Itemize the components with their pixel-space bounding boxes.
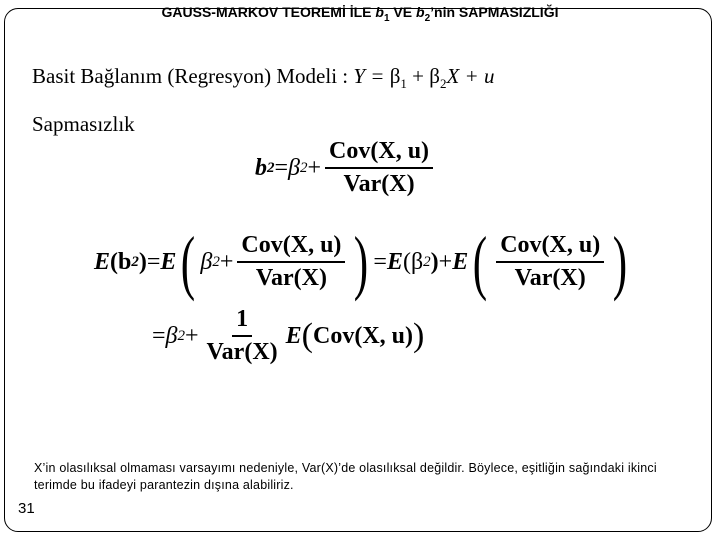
eq2-plus: + [219, 248, 234, 275]
eq3-denominator: Var(X) [206, 339, 278, 365]
eq3-close-paren: ) [413, 317, 425, 354]
title-b2: b [416, 4, 425, 20]
eq2-e3: E [452, 248, 469, 275]
title-suffix: ’nin SAPMASIZLIĞI [430, 4, 559, 20]
eq2-denominator2: Var(X) [514, 265, 586, 291]
equation-expectation [94, 222, 632, 302]
eq2-open-paren2: ( [473, 222, 488, 302]
eq1-b-sub: 2 [267, 159, 275, 176]
slide-title [0, 4, 720, 24]
eq2-close-paren: ) [354, 222, 369, 302]
eq1-beta: β [288, 154, 300, 181]
eq2-lhs-close: ) [138, 248, 147, 275]
title-b1: b [375, 4, 384, 20]
footnote-text: X’in olasılıksal olmaması varsayımı nedeniyle, Var(X)’de olasılıksal değildir. Böylece, eşitliğin sağındaki ikinci terimde bu ifadeyi parantezin dışına alabiliriz. [34, 461, 657, 492]
model-rest: X + u [446, 64, 495, 88]
title-b1-sub: 1 [383, 12, 390, 24]
eq2-beta2-open: (β [402, 248, 424, 275]
eq2-beta2-sub: 2 [423, 253, 431, 270]
eq3-e: E [285, 322, 302, 349]
eq2-open-paren: ( [181, 222, 196, 302]
eq3-open-paren: ( [301, 317, 313, 354]
eq2-lhs-arg: (b [110, 248, 132, 275]
eq2-beta-sub: 2 [212, 253, 220, 270]
eq2-numerator: Cov(X, u) [237, 232, 345, 263]
eq3-equals: = [152, 322, 166, 349]
eq3-beta: β [165, 322, 178, 349]
equation-simplified [152, 306, 424, 366]
eq2-lhs-e: E [94, 248, 111, 275]
equation-b2 [255, 138, 437, 198]
eq2-denominator: Var(X) [255, 265, 327, 291]
model-beta2: β [429, 64, 440, 88]
model-beta1: β [389, 64, 401, 88]
model-plus: + [406, 64, 430, 88]
eq3-plus: + [185, 322, 199, 349]
title-prefix: GAUSS-MARKOV TEOREMİ İLE [161, 4, 376, 20]
eq2-equals2: = [373, 248, 387, 275]
eq1-equals: = [274, 154, 289, 181]
eq1-denominator: Var(X) [343, 171, 415, 197]
eq2-e2: E [386, 248, 403, 275]
eq2-equals: = [146, 248, 161, 275]
eq1-plus: + [307, 154, 322, 181]
eq2-numerator2: Cov(X, u) [496, 232, 604, 263]
eq2-lhs-sub: 2 [131, 253, 139, 270]
eq3-inner: Cov(X, u) [313, 322, 413, 349]
eq2-e: E [160, 248, 177, 275]
eq1-numerator: Cov(X, u) [325, 138, 433, 169]
model-lhs: Y = [353, 64, 390, 88]
unbiasedness-heading: Sapmasızlık [32, 112, 135, 136]
eq1-b: b [255, 154, 267, 181]
eq2-fraction2 [496, 232, 604, 292]
eq3-fraction [203, 306, 282, 366]
title-middle: VE [389, 4, 417, 20]
eq1-beta-sub: 2 [300, 159, 308, 176]
eq2-beta: β [200, 248, 213, 275]
eq3-numerator: 1 [232, 306, 252, 337]
page-number: 31 [18, 500, 35, 517]
eq2-close-paren2: ) [613, 222, 628, 302]
eq2-fraction [237, 232, 345, 292]
model-beta1-sub: 1 [400, 76, 407, 92]
regression-model-line [32, 64, 494, 92]
title-b2-sub: 2 [424, 12, 431, 24]
eq2-plus2: + [438, 248, 453, 275]
model-label: Basit Bağlanım (Regresyon) Modeli : [32, 64, 354, 88]
eq1-fraction [325, 138, 433, 198]
model-beta2-sub: 2 [439, 76, 447, 92]
eq3-beta-sub: 2 [177, 327, 185, 344]
eq2-beta2-close: ) [430, 248, 439, 275]
